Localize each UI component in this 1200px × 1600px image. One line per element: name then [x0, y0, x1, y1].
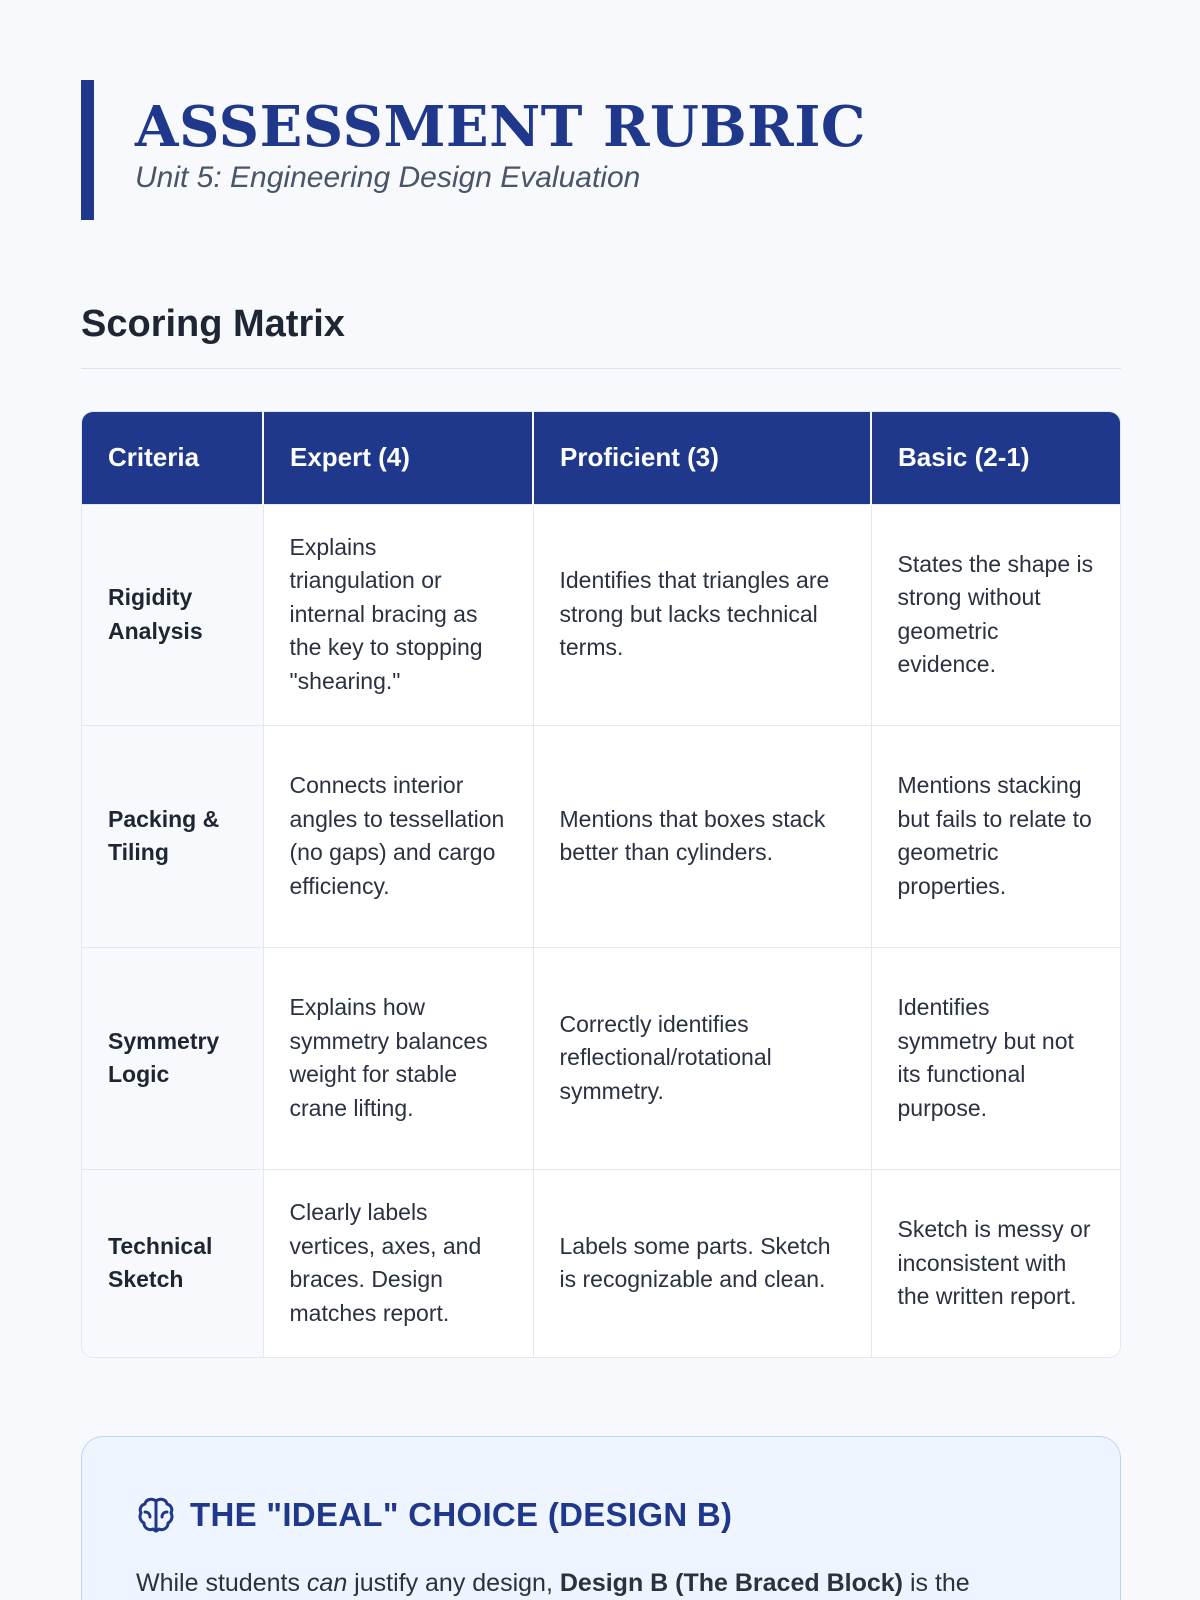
basic-cell: States the shape is strong without geometric evidence. [871, 504, 1120, 725]
column-header-expert: Expert (4) [263, 412, 533, 504]
page-title: ASSESSMENT RUBRIC [135, 94, 866, 160]
table-row [82, 947, 1120, 1169]
callout-text-emphasis: can [306, 1569, 348, 1597]
callout-title: THE "IDEAL" CHOICE (DESIGN B) [190, 1496, 733, 1533]
page-subtitle: Unit 5: Engineering Design Evaluation [135, 161, 641, 194]
callout-text-after: is the [903, 1569, 970, 1597]
table-header-row [82, 412, 1120, 504]
table-row [82, 725, 1120, 947]
expert-cell: Explains how symmetry balances weight for stable crane lifting. [263, 947, 533, 1169]
basic-cell: Sketch is messy or inconsistent with the written report. [871, 1169, 1120, 1357]
table-row [82, 504, 1120, 725]
rubric-table [82, 412, 1120, 1357]
basic-cell: Identifies symmetry but not its functional purpose. [871, 947, 1120, 1169]
ideal-choice-callout [81, 1436, 1121, 1600]
proficient-cell: Mentions that boxes stack better than cylinders. [533, 725, 871, 947]
rubric-page [81, 80, 1121, 1600]
document-header [81, 80, 1121, 220]
column-header-basic: Basic (2-1) [871, 412, 1120, 504]
criteria-cell: Symmetry Logic [82, 947, 263, 1169]
column-header-criteria: Criteria [82, 412, 263, 504]
proficient-cell: Identifies that triangles are strong but lacks technical terms. [533, 504, 871, 725]
callout-text [136, 1565, 1066, 1600]
basic-cell: Mentions stacking but fails to relate to geometric properties. [871, 725, 1120, 947]
criteria-cell: Packing & Tiling [82, 725, 263, 947]
proficient-cell: Labels some parts. Sketch is recognizable and clean. [533, 1169, 871, 1357]
callout-text-before: While students [136, 1569, 307, 1597]
section-divider [81, 368, 1121, 369]
expert-cell: Clearly labels vertices, axes, and braces. Design matches report. [263, 1169, 533, 1357]
criteria-cell: Rigidity Analysis [82, 504, 263, 725]
expert-cell: Explains triangulation or internal bracing as the key to stopping "shearing." [263, 504, 533, 725]
callout-text-middle: justify any design, [347, 1569, 560, 1597]
callout-header [136, 1495, 1066, 1535]
callout-text-strong: Design B (The Braced Block) [559, 1569, 903, 1597]
section-heading: Scoring Matrix [81, 303, 345, 345]
proficient-cell: Correctly identifies reflectional/rotational symmetry. [533, 947, 871, 1169]
table-row [82, 1169, 1120, 1357]
column-header-proficient: Proficient (3) [533, 412, 871, 504]
brain-icon [136, 1495, 176, 1535]
criteria-cell: Technical Sketch [82, 1169, 263, 1357]
header-accent-bar [81, 80, 94, 220]
rubric-table-container [81, 411, 1121, 1358]
expert-cell: Connects interior angles to tessellation (no gaps) and cargo efficiency. [263, 725, 533, 947]
